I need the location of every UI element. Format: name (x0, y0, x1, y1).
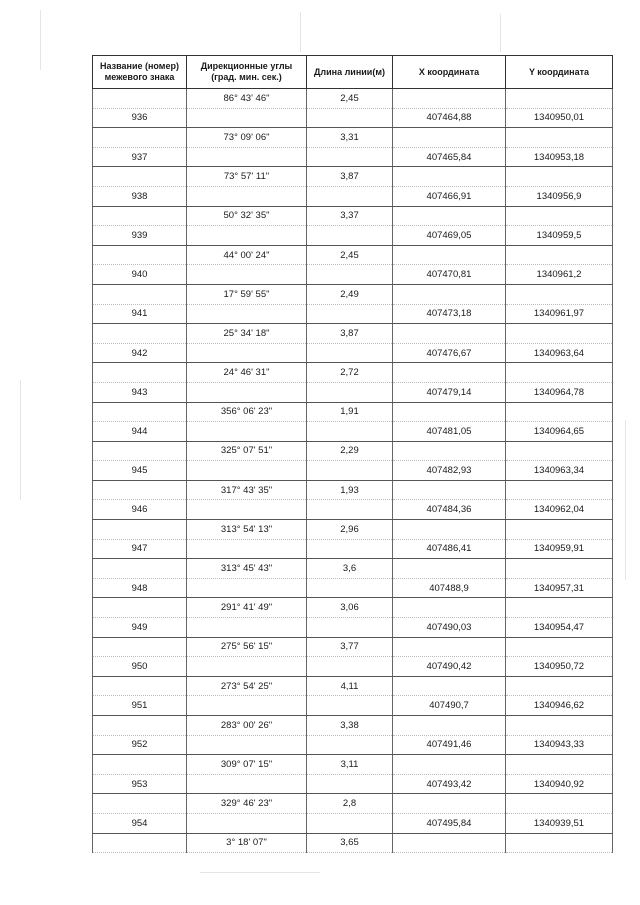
line-length-cell (307, 500, 393, 520)
x-coordinate-cell (393, 89, 506, 109)
point-name-cell: 938 (93, 186, 187, 206)
x-coordinate-cell (393, 520, 506, 540)
segment-row (93, 833, 613, 853)
y-coordinate-cell (506, 128, 613, 148)
line-length-cell (307, 108, 393, 128)
line-length-cell: 3,37 (307, 206, 393, 226)
x-coordinate-cell (393, 716, 506, 736)
y-coordinate-cell (506, 441, 613, 461)
bearing-angle-cell (187, 422, 307, 442)
point-name-cell (93, 676, 187, 696)
line-length-cell: 2,45 (307, 245, 393, 265)
y-coordinate-cell (506, 637, 613, 657)
x-coordinate-cell: 407470,81 (393, 265, 506, 285)
point-row (93, 265, 613, 285)
point-name-cell: 937 (93, 147, 187, 167)
x-coordinate-cell: 407481,05 (393, 422, 506, 442)
x-coordinate-cell: 407495,84 (393, 813, 506, 833)
bearing-angle-cell: 44° 00' 24" (187, 245, 307, 265)
bearing-angle-cell: 317° 43' 35" (187, 480, 307, 500)
y-coordinate-cell: 1340959,5 (506, 226, 613, 246)
bearing-angle-cell: 73° 09' 06" (187, 128, 307, 148)
line-length-cell (307, 657, 393, 677)
segment-row (93, 284, 613, 304)
segment-row (93, 598, 613, 618)
line-length-cell: 3,6 (307, 559, 393, 579)
point-row (93, 657, 613, 677)
point-name-cell (93, 716, 187, 736)
x-coordinate-cell (393, 637, 506, 657)
y-coordinate-cell (506, 89, 613, 109)
point-name-cell: 940 (93, 265, 187, 285)
segment-row (93, 206, 613, 226)
bearing-angle-cell (187, 735, 307, 755)
x-coordinate-cell (393, 206, 506, 226)
point-row (93, 461, 613, 481)
point-row (93, 735, 613, 755)
line-length-cell: 1,91 (307, 402, 393, 422)
point-name-cell: 948 (93, 578, 187, 598)
bearing-angle-cell (187, 265, 307, 285)
x-coordinate-cell: 407465,84 (393, 147, 506, 167)
y-coordinate-cell: 1340957,31 (506, 578, 613, 598)
y-coordinate-cell (506, 363, 613, 383)
y-coordinate-cell (506, 559, 613, 579)
line-length-cell: 3,65 (307, 833, 393, 853)
segment-row (93, 480, 613, 500)
point-name-cell (93, 598, 187, 618)
point-name-cell (93, 559, 187, 579)
bearing-angle-cell (187, 774, 307, 794)
bearing-angle-cell: 25° 34' 18" (187, 324, 307, 344)
point-row (93, 774, 613, 794)
bearing-angle-cell (187, 147, 307, 167)
line-length-cell (307, 578, 393, 598)
line-length-cell (307, 382, 393, 402)
point-name-cell (93, 833, 187, 853)
bearing-angle-cell (187, 618, 307, 638)
x-coordinate-cell (393, 794, 506, 814)
bearing-angle-cell (187, 696, 307, 716)
point-row (93, 108, 613, 128)
x-coordinate-cell: 407466,91 (393, 186, 506, 206)
line-length-cell (307, 735, 393, 755)
segment-row (93, 167, 613, 187)
segment-row (93, 363, 613, 383)
bearing-angle-cell: 275° 56' 15" (187, 637, 307, 657)
y-coordinate-cell (506, 480, 613, 500)
y-coordinate-cell (506, 167, 613, 187)
y-coordinate-cell: 1340959,91 (506, 539, 613, 559)
point-row (93, 696, 613, 716)
point-name-cell: 954 (93, 813, 187, 833)
point-row (93, 422, 613, 442)
point-name-cell: 952 (93, 735, 187, 755)
point-name-cell (93, 363, 187, 383)
point-row (93, 186, 613, 206)
line-length-cell (307, 774, 393, 794)
point-name-cell (93, 520, 187, 540)
bearing-angle-cell (187, 813, 307, 833)
point-row (93, 226, 613, 246)
line-length-cell (307, 265, 393, 285)
segment-row (93, 245, 613, 265)
bearing-angle-cell (187, 186, 307, 206)
x-coordinate-cell: 407473,18 (393, 304, 506, 324)
boundary-points-table (92, 55, 613, 853)
point-name-cell (93, 402, 187, 422)
table-body (93, 89, 613, 853)
y-coordinate-cell (506, 598, 613, 618)
bearing-angle-cell: 356° 06' 23" (187, 402, 307, 422)
point-name-cell: 945 (93, 461, 187, 481)
header-point-name: Название (номер) межевого знака (93, 56, 187, 89)
x-coordinate-cell: 407488,9 (393, 578, 506, 598)
x-coordinate-cell: 407490,42 (393, 657, 506, 677)
segment-row (93, 676, 613, 696)
line-length-cell (307, 813, 393, 833)
y-coordinate-cell (506, 755, 613, 775)
y-coordinate-cell: 1340963,34 (506, 461, 613, 481)
bearing-angle-cell: 24° 46' 31" (187, 363, 307, 383)
bearing-angle-cell (187, 539, 307, 559)
x-coordinate-cell (393, 245, 506, 265)
scan-artifact (300, 12, 301, 52)
point-name-cell (93, 284, 187, 304)
y-coordinate-cell: 1340940,92 (506, 774, 613, 794)
segment-row (93, 716, 613, 736)
line-length-cell: 4,11 (307, 676, 393, 696)
scan-artifact (40, 10, 41, 70)
x-coordinate-cell: 407491,46 (393, 735, 506, 755)
x-coordinate-cell (393, 128, 506, 148)
x-coordinate-cell: 407486,41 (393, 539, 506, 559)
y-coordinate-cell: 1340950,72 (506, 657, 613, 677)
line-length-cell: 1,93 (307, 480, 393, 500)
bearing-angle-cell: 283° 00' 26" (187, 716, 307, 736)
bearing-angle-cell (187, 226, 307, 246)
point-name-cell (93, 245, 187, 265)
y-coordinate-cell: 1340961,97 (506, 304, 613, 324)
point-name-cell (93, 480, 187, 500)
segment-row (93, 402, 613, 422)
y-coordinate-cell (506, 716, 613, 736)
y-coordinate-cell (506, 206, 613, 226)
scan-artifact (200, 872, 320, 873)
point-name-cell (93, 324, 187, 344)
table-header-row (93, 56, 613, 89)
y-coordinate-cell (506, 324, 613, 344)
bearing-angle-cell: 17° 59' 55" (187, 284, 307, 304)
y-coordinate-cell: 1340950,01 (506, 108, 613, 128)
line-length-cell (307, 696, 393, 716)
header-bearing-angles: Дирекционные углы (град. мин. сек.) (187, 56, 307, 89)
bearing-angle-cell (187, 304, 307, 324)
point-name-cell: 946 (93, 500, 187, 520)
bearing-angle-cell (187, 657, 307, 677)
x-coordinate-cell (393, 363, 506, 383)
bearing-angle-cell (187, 500, 307, 520)
segment-row (93, 324, 613, 344)
point-name-cell: 953 (93, 774, 187, 794)
x-coordinate-cell (393, 324, 506, 344)
y-coordinate-cell (506, 794, 613, 814)
point-row (93, 343, 613, 363)
point-name-cell (93, 794, 187, 814)
x-coordinate-cell (393, 676, 506, 696)
y-coordinate-cell: 1340964,78 (506, 382, 613, 402)
line-length-cell: 3,87 (307, 324, 393, 344)
line-length-cell (307, 343, 393, 363)
bearing-angle-cell (187, 578, 307, 598)
y-coordinate-cell: 1340962,04 (506, 500, 613, 520)
line-length-cell (307, 539, 393, 559)
line-length-cell: 3,38 (307, 716, 393, 736)
header-y-coordinate: Y координата (506, 56, 613, 89)
line-length-cell (307, 461, 393, 481)
bearing-angle-cell: 313° 54' 13" (187, 520, 307, 540)
bearing-angle-cell: 86° 43' 46" (187, 89, 307, 109)
point-name-cell: 936 (93, 108, 187, 128)
point-row (93, 147, 613, 167)
segment-row (93, 559, 613, 579)
bearing-angle-cell: 329° 46' 23" (187, 794, 307, 814)
y-coordinate-cell: 1340964,65 (506, 422, 613, 442)
line-length-cell (307, 618, 393, 638)
x-coordinate-cell (393, 833, 506, 853)
header-line-length: Длина линии(м) (307, 56, 393, 89)
y-coordinate-cell (506, 284, 613, 304)
point-name-cell: 943 (93, 382, 187, 402)
point-name-cell: 950 (93, 657, 187, 677)
y-coordinate-cell: 1340963,64 (506, 343, 613, 363)
x-coordinate-cell (393, 480, 506, 500)
line-length-cell: 2,72 (307, 363, 393, 383)
y-coordinate-cell: 1340939,51 (506, 813, 613, 833)
bearing-angle-cell (187, 461, 307, 481)
point-row (93, 539, 613, 559)
scan-artifact (20, 380, 21, 500)
line-length-cell: 3,87 (307, 167, 393, 187)
line-length-cell (307, 226, 393, 246)
x-coordinate-cell (393, 598, 506, 618)
y-coordinate-cell: 1340946,62 (506, 696, 613, 716)
y-coordinate-cell (506, 676, 613, 696)
point-name-cell: 939 (93, 226, 187, 246)
point-name-cell (93, 128, 187, 148)
y-coordinate-cell: 1340943,33 (506, 735, 613, 755)
x-coordinate-cell (393, 559, 506, 579)
bearing-angle-cell: 3° 18' 07" (187, 833, 307, 853)
point-name-cell (93, 167, 187, 187)
point-row (93, 618, 613, 638)
segment-row (93, 128, 613, 148)
x-coordinate-cell: 407493,42 (393, 774, 506, 794)
y-coordinate-cell: 1340954,47 (506, 618, 613, 638)
point-name-cell: 951 (93, 696, 187, 716)
line-length-cell: 2,96 (307, 520, 393, 540)
y-coordinate-cell: 1340961,2 (506, 265, 613, 285)
point-row (93, 578, 613, 598)
line-length-cell (307, 147, 393, 167)
bearing-angle-cell: 309° 07' 15" (187, 755, 307, 775)
x-coordinate-cell (393, 441, 506, 461)
x-coordinate-cell: 407490,7 (393, 696, 506, 716)
segment-row (93, 89, 613, 109)
x-coordinate-cell: 407490,03 (393, 618, 506, 638)
line-length-cell: 3,06 (307, 598, 393, 618)
header-x-coordinate: X координата (393, 56, 506, 89)
y-coordinate-cell (506, 402, 613, 422)
x-coordinate-cell (393, 284, 506, 304)
line-length-cell (307, 186, 393, 206)
point-name-cell: 949 (93, 618, 187, 638)
x-coordinate-cell: 407479,14 (393, 382, 506, 402)
bearing-angle-cell: 291° 41' 49" (187, 598, 307, 618)
point-row (93, 304, 613, 324)
x-coordinate-cell: 407476,67 (393, 343, 506, 363)
segment-row (93, 794, 613, 814)
line-length-cell: 2,49 (307, 284, 393, 304)
scan-artifact (625, 420, 626, 580)
segment-row (93, 637, 613, 657)
bearing-angle-cell: 50° 32' 35" (187, 206, 307, 226)
point-name-cell (93, 206, 187, 226)
y-coordinate-cell: 1340953,18 (506, 147, 613, 167)
line-length-cell: 2,29 (307, 441, 393, 461)
x-coordinate-cell: 407469,05 (393, 226, 506, 246)
x-coordinate-cell (393, 755, 506, 775)
point-name-cell (93, 755, 187, 775)
bearing-angle-cell (187, 343, 307, 363)
y-coordinate-cell (506, 245, 613, 265)
bearing-angle-cell: 273° 54' 25" (187, 676, 307, 696)
line-length-cell: 2,8 (307, 794, 393, 814)
bearing-angle-cell: 73° 57' 11" (187, 167, 307, 187)
x-coordinate-cell (393, 402, 506, 422)
bearing-angle-cell (187, 108, 307, 128)
bearing-angle-cell: 313° 45' 43" (187, 559, 307, 579)
point-name-cell: 944 (93, 422, 187, 442)
point-name-cell: 941 (93, 304, 187, 324)
x-coordinate-cell: 407482,93 (393, 461, 506, 481)
point-row (93, 500, 613, 520)
scan-artifact (500, 14, 501, 52)
line-length-cell (307, 304, 393, 324)
line-length-cell: 2,45 (307, 89, 393, 109)
point-name-cell (93, 637, 187, 657)
bearing-angle-cell: 325° 07' 51" (187, 441, 307, 461)
point-name-cell: 942 (93, 343, 187, 363)
point-row (93, 813, 613, 833)
x-coordinate-cell: 407464,88 (393, 108, 506, 128)
bearing-angle-cell (187, 382, 307, 402)
segment-row (93, 755, 613, 775)
y-coordinate-cell (506, 520, 613, 540)
line-length-cell: 3,31 (307, 128, 393, 148)
y-coordinate-cell: 1340956,9 (506, 186, 613, 206)
x-coordinate-cell (393, 167, 506, 187)
line-length-cell: 3,77 (307, 637, 393, 657)
segment-row (93, 441, 613, 461)
point-name-cell: 947 (93, 539, 187, 559)
y-coordinate-cell (506, 833, 613, 853)
point-name-cell (93, 89, 187, 109)
point-row (93, 382, 613, 402)
line-length-cell (307, 422, 393, 442)
point-name-cell (93, 441, 187, 461)
x-coordinate-cell: 407484,36 (393, 500, 506, 520)
line-length-cell: 3,11 (307, 755, 393, 775)
segment-row (93, 520, 613, 540)
